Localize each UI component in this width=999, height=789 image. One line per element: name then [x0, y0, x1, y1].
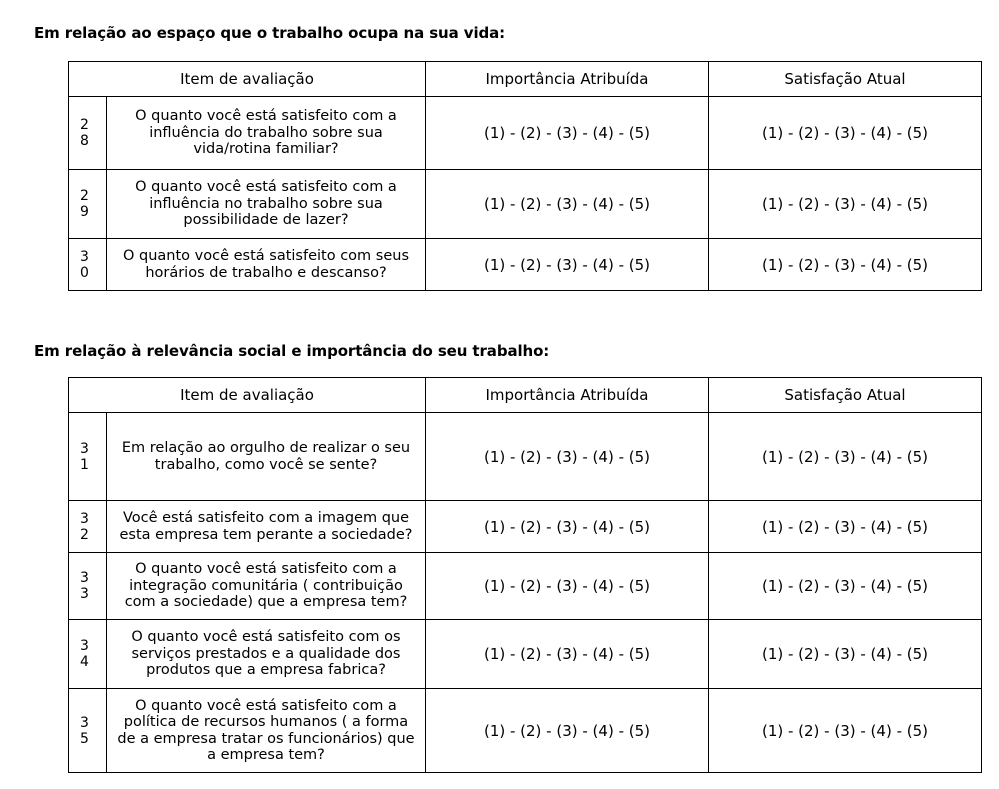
- satisfaction-scale[interactable]: (1) - (2) - (3) - (4) - (5): [709, 620, 982, 689]
- table-row: [69, 553, 982, 620]
- header-satisfaction: Satisfação Atual: [709, 62, 982, 97]
- satisfaction-scale[interactable]: (1) - (2) - (3) - (4) - (5): [709, 413, 982, 501]
- table-header-row: [69, 62, 982, 97]
- header-satisfaction: Satisfação Atual: [709, 378, 982, 413]
- table-row: [69, 97, 982, 170]
- header-item: Item de avaliação: [69, 378, 426, 413]
- section-title-social-relevance: Em relação à relevância social e importância do seu trabalho:: [34, 342, 550, 360]
- importance-scale[interactable]: (1) - (2) - (3) - (4) - (5): [426, 97, 709, 170]
- importance-scale[interactable]: (1) - (2) - (3) - (4) - (5): [426, 689, 709, 773]
- survey-table-social-relevance: [68, 377, 982, 773]
- table-header-row: [69, 378, 982, 413]
- question-text: O quanto você está satisfeito com a política de recursos humanos ( a forma de a empresa tratar os funcionários) que a empresa tem?: [107, 689, 426, 773]
- item-number: 3 2: [69, 501, 107, 553]
- satisfaction-scale[interactable]: (1) - (2) - (3) - (4) - (5): [709, 97, 982, 170]
- importance-scale[interactable]: (1) - (2) - (3) - (4) - (5): [426, 553, 709, 620]
- satisfaction-scale[interactable]: (1) - (2) - (3) - (4) - (5): [709, 553, 982, 620]
- question-text: O quanto você está satisfeito com a integração comunitária ( contribuição com a sociedade) que a empresa tem?: [107, 553, 426, 620]
- importance-scale[interactable]: (1) - (2) - (3) - (4) - (5): [426, 170, 709, 239]
- question-text: Em relação ao orgulho de realizar o seu trabalho, como você se sente?: [107, 413, 426, 501]
- question-text: O quanto você está satisfeito com a influência do trabalho sobre sua vida/rotina familiar?: [107, 97, 426, 170]
- item-number: 2 9: [69, 170, 107, 239]
- satisfaction-scale[interactable]: (1) - (2) - (3) - (4) - (5): [709, 501, 982, 553]
- item-number: 3 4: [69, 620, 107, 689]
- question-text: Você está satisfeito com a imagem que esta empresa tem perante a sociedade?: [107, 501, 426, 553]
- question-text: O quanto você está satisfeito com os serviços prestados e a qualidade dos produtos que a empresa fabrica?: [107, 620, 426, 689]
- question-text: O quanto você está satisfeito com seus horários de trabalho e descanso?: [107, 239, 426, 291]
- table-row: [69, 413, 982, 501]
- table-row: [69, 689, 982, 773]
- item-number: 3 5: [69, 689, 107, 773]
- header-importance: Importância Atribuída: [426, 378, 709, 413]
- question-text: O quanto você está satisfeito com a influência no trabalho sobre sua possibilidade de lazer?: [107, 170, 426, 239]
- satisfaction-scale[interactable]: (1) - (2) - (3) - (4) - (5): [709, 170, 982, 239]
- importance-scale[interactable]: (1) - (2) - (3) - (4) - (5): [426, 620, 709, 689]
- table-row: [69, 620, 982, 689]
- satisfaction-scale[interactable]: (1) - (2) - (3) - (4) - (5): [709, 239, 982, 291]
- header-importance: Importância Atribuída: [426, 62, 709, 97]
- table-row: [69, 501, 982, 553]
- item-number: 3 0: [69, 239, 107, 291]
- item-number: 3 1: [69, 413, 107, 501]
- header-item: Item de avaliação: [69, 62, 426, 97]
- importance-scale[interactable]: (1) - (2) - (3) - (4) - (5): [426, 239, 709, 291]
- survey-table-work-space: [68, 61, 982, 291]
- satisfaction-scale[interactable]: (1) - (2) - (3) - (4) - (5): [709, 689, 982, 773]
- table-row: [69, 170, 982, 239]
- item-number: 3 3: [69, 553, 107, 620]
- importance-scale[interactable]: (1) - (2) - (3) - (4) - (5): [426, 413, 709, 501]
- item-number: 2 8: [69, 97, 107, 170]
- table-row: [69, 239, 982, 291]
- importance-scale[interactable]: (1) - (2) - (3) - (4) - (5): [426, 501, 709, 553]
- section-title-work-space: Em relação ao espaço que o trabalho ocupa na sua vida:: [34, 24, 506, 42]
